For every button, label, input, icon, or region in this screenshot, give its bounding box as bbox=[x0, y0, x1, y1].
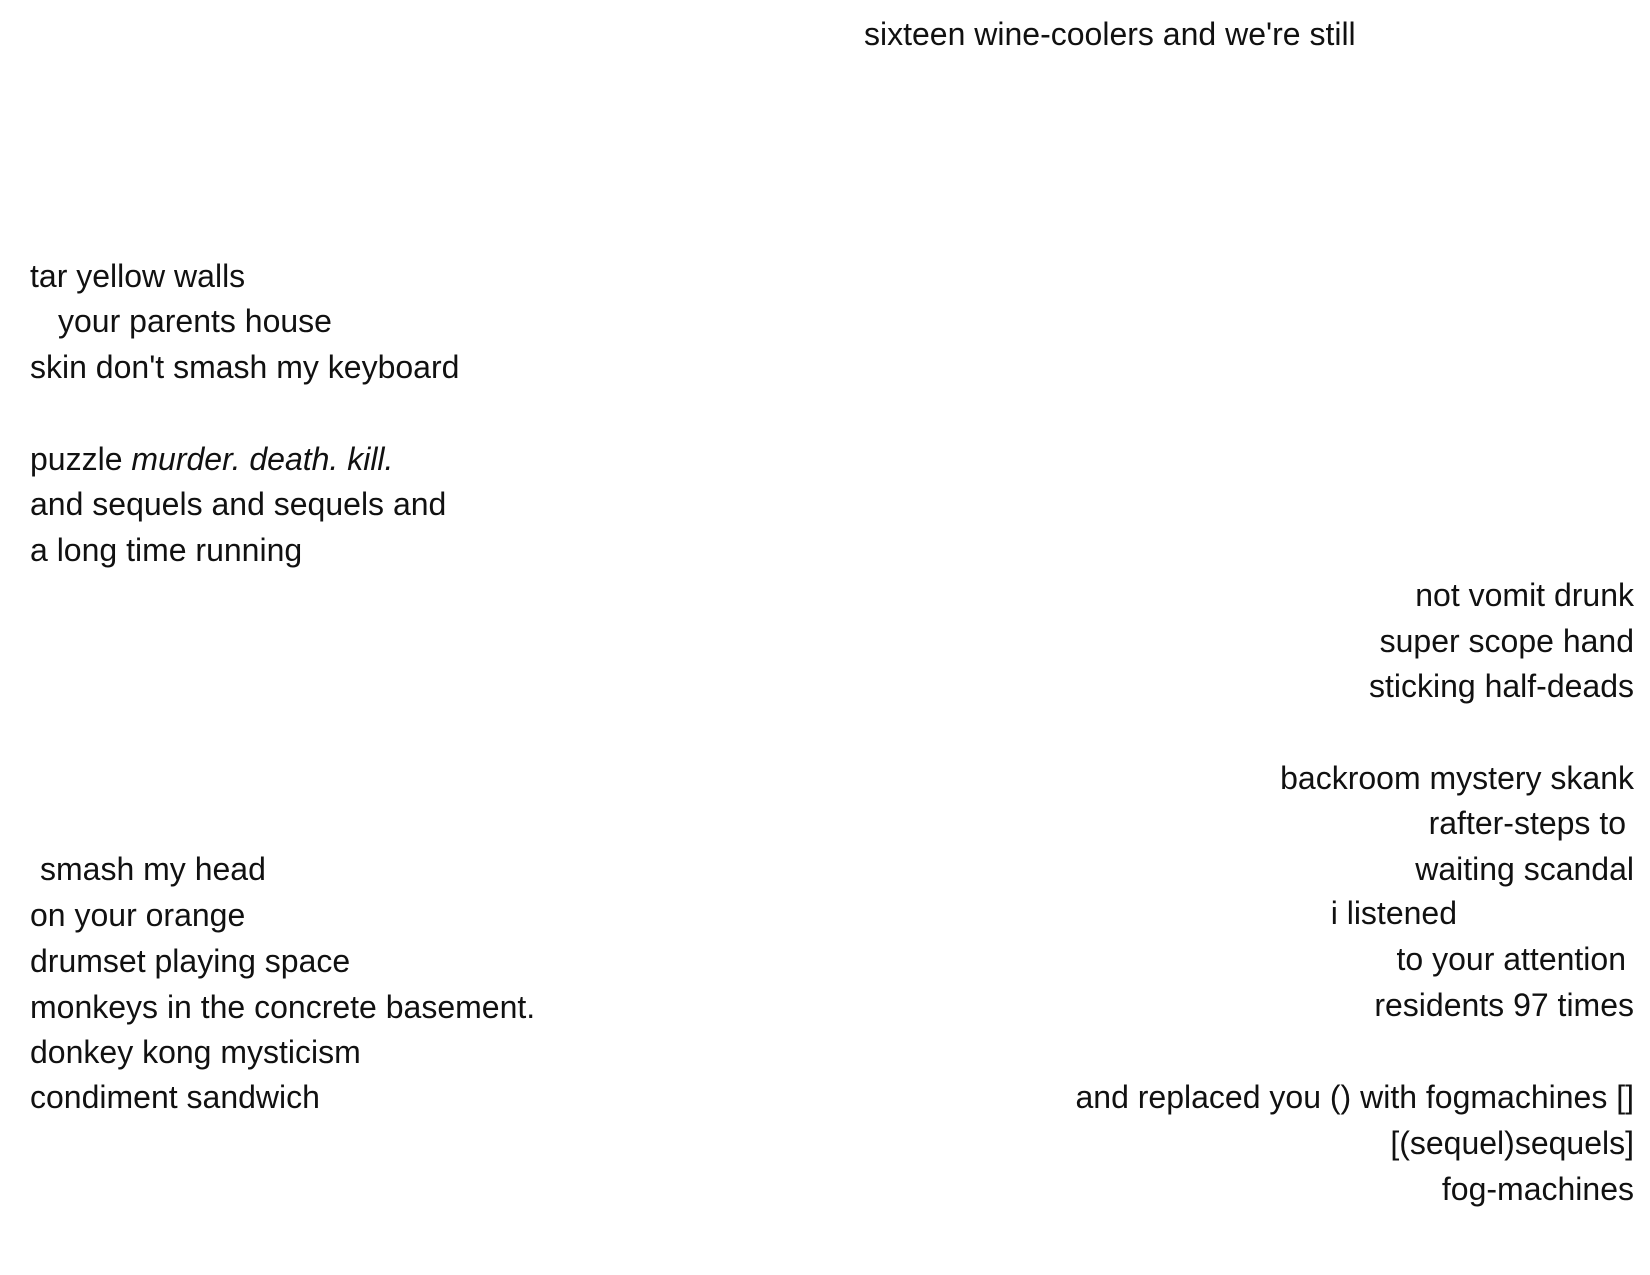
poem-line: your parents house bbox=[58, 303, 332, 339]
poem-line: a long time running bbox=[30, 532, 303, 568]
poem-line-right: waiting scandal bbox=[1415, 851, 1634, 887]
poem-line: smash my head bbox=[40, 851, 266, 887]
poem-line-right: sticking half-deads bbox=[1368, 668, 1634, 704]
poem-line: monkeys in the concrete basement. bbox=[30, 989, 536, 1025]
poem-line-right: residents 97 times bbox=[1374, 987, 1634, 1023]
poem-line: tar yellow walls bbox=[30, 258, 246, 294]
poem-line-italic-part: murder. death. kill. bbox=[131, 441, 394, 477]
poem-line: donkey kong mysticism bbox=[30, 1034, 361, 1070]
poem-line-plain-part: puzzle bbox=[30, 441, 132, 477]
poem-line-right: to your attention bbox=[1396, 941, 1626, 977]
poem-line: on your orange bbox=[30, 897, 246, 933]
poem-line-right: i listened bbox=[1330, 895, 1457, 931]
poem-line: condiment sandwich bbox=[30, 1079, 320, 1115]
poem-line: skin don't smash my keyboard bbox=[30, 349, 460, 385]
poem-title-line: sixteen wine-coolers and we're still bbox=[864, 16, 1356, 52]
poem-line-right: [(sequel)sequels] bbox=[1390, 1125, 1634, 1161]
poem-line-right: not vomit drunk bbox=[1415, 577, 1634, 613]
poem-line-right: backroom mystery skank bbox=[1280, 760, 1634, 796]
poem-line-mixed bbox=[30, 439, 393, 479]
poem-line: and sequels and sequels and bbox=[30, 486, 447, 522]
poem-line-right: and replaced you () with fogmachines [] bbox=[1075, 1079, 1634, 1115]
poem-line-right: rafter-steps to bbox=[1428, 805, 1626, 841]
poem-line-right: super scope hand bbox=[1379, 623, 1634, 659]
poem-line-right: fog-machines bbox=[1441, 1171, 1634, 1207]
poem-line: drumset playing space bbox=[30, 943, 351, 979]
